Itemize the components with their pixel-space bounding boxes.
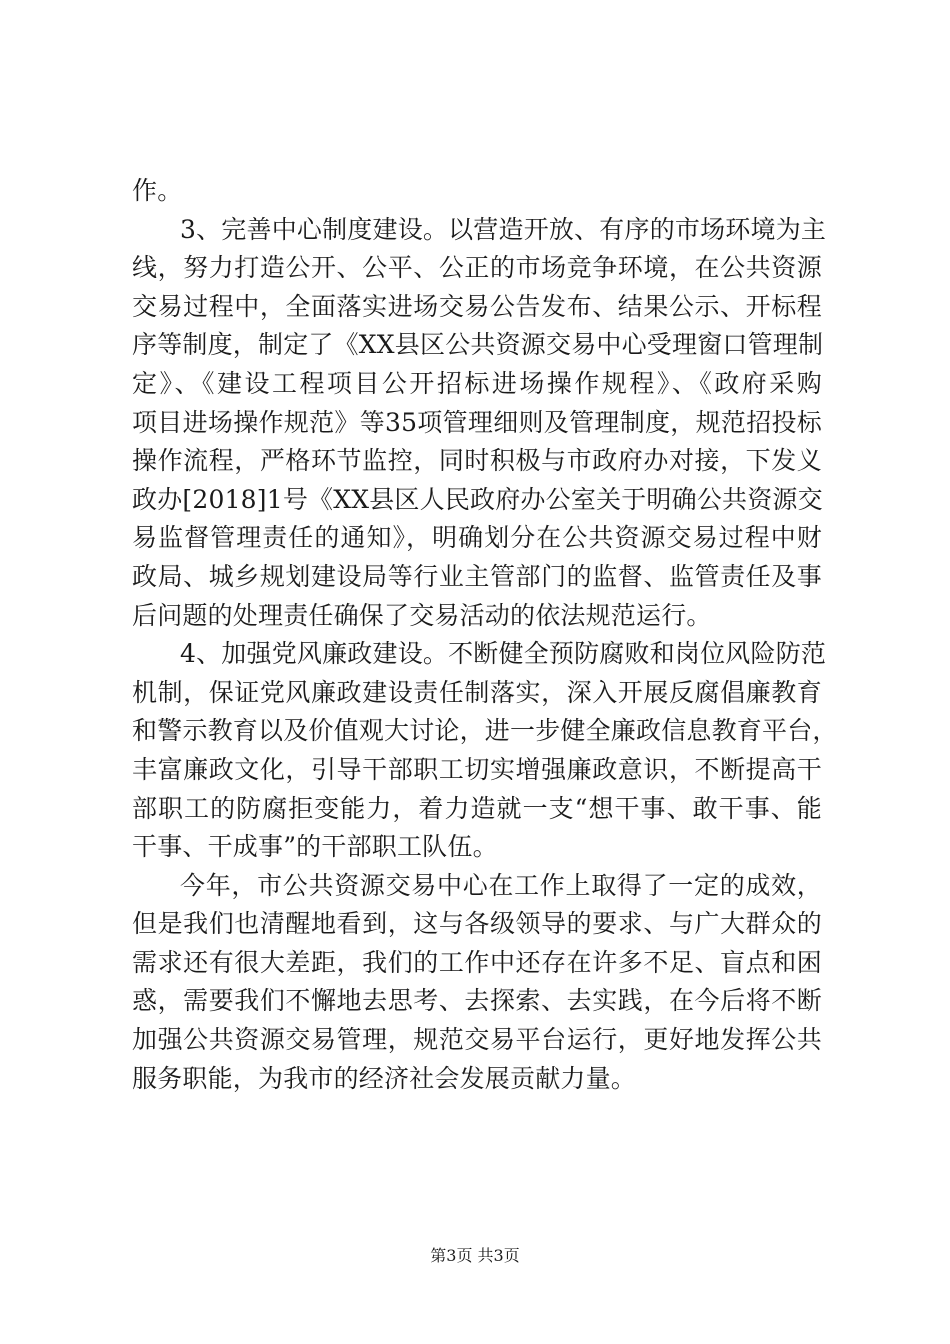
text-line: 需求还有很大差距，我们的工作中还存在许多不足、盲点和困 [132,947,822,977]
text-line: 惑，需要我们不懈地去思考、去探索、去实践，在今后将不断 [132,986,822,1016]
text-line: 今年，市公共资源交易中心在工作上取得了一定的成效， [180,870,822,900]
page-number-footer: 第3页 共3页 [430,1246,520,1265]
document-body [132,172,838,1098]
text-line: 4、加强党风廉政建设。不断健全预防腐败和岗位风险防范 [180,639,827,669]
text-line: 定》、《建设工程项目公开招标进场操作规程》、《政府采购 [132,368,822,398]
text-line: 政局、城乡规划建设局等行业主管部门的监督、监管责任及事 [132,561,822,591]
text-line: 干事、干成事”的干部职工队伍。 [132,832,498,862]
text-line: 丰富廉政文化，引导干部职工切实增强廉政意识，不断提高干 [132,754,822,784]
text-line: 和警示教育以及价值观大讨论，进一步健全廉政信息教育平台， [132,716,838,746]
text-line: 机制，保证党风廉政建设责任制落实，深入开展反腐倡廉教育 [132,677,822,707]
text-line: 序等制度，制定了《XX县区公共资源交易中心受理窗口管理制 [132,330,824,360]
text-line: 加强公共资源交易管理，规范交易平台运行，更好地发挥公共 [132,1025,822,1055]
text-line: 但是我们也清醒地看到，这与各级领导的要求、与广大群众的 [132,909,822,939]
text-line: 作。 [132,176,183,205]
text-line: 政办[2018]1号《XX县区人民政府办公室关于明确公共资源交 [132,484,823,514]
text-line: 3、完善中心制度建设。以营造开放、有序的市场环境为主 [180,214,827,244]
text-line: 后问题的处理责任确保了交易活动的依法规范运行。 [132,600,712,630]
text-line: 易监督管理责任的通知》，明确划分在公共资源交易过程中财 [132,523,822,553]
text-line: 项目进场操作规范》等35项管理细则及管理制度，规范招投标 [132,407,822,437]
text-line: 交易过程中，全面落实进场交易公告发布、结果公示、开标程 [132,291,822,321]
text-line: 操作流程，严格环节监控，同时积极与市政府办对接，下发义 [132,446,822,476]
text-line: 线，努力打造公开、公平、公正的市场竞争环境，在公共资源 [132,253,822,283]
text-line: 服务职能，为我市的经济社会发展贡献力量。 [132,1063,637,1093]
text-line: 部职工的防腐拒变能力，着力造就一支“想干事、敢干事、能 [132,793,822,823]
